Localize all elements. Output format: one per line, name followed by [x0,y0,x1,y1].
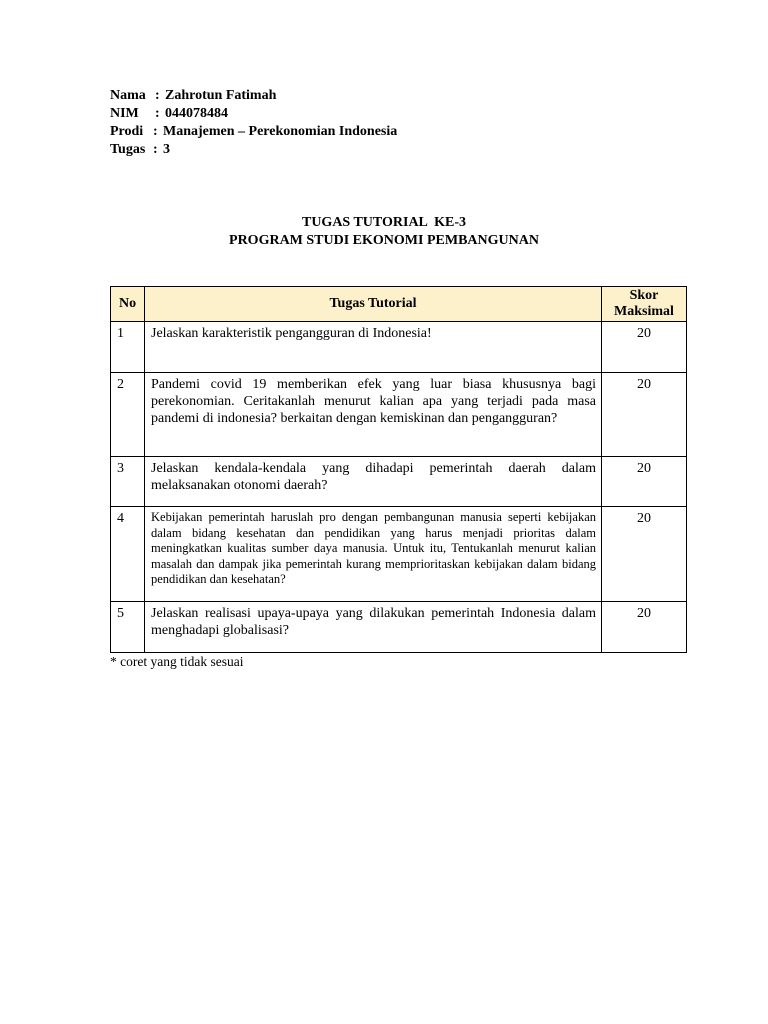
max-score: 20 [602,322,687,373]
table-row [111,602,687,653]
task-text: Kebijakan pemerintah haruslah pro dengan pembangunan manusia seperti kebijakan dalam bidang kesehatan dan pendidikan yang harus menjadi prioritas dalam meningkatkan kualitas sumber daya manusia. Untuk itu, Tentukanlah menurut kalian masalah dan dampak jika pemerintah kurang memprioritaskan kebijakan dalam bidang pendidikan dan kesehatan? [145,507,602,602]
table-row [111,457,687,507]
tasks-table [110,286,687,653]
tugas-label: Tugas [110,142,146,157]
identity-row-nama [110,87,397,105]
task-text: Jelaskan kendala-kendala yang dihadapi pemerintah daerah dalam melaksanakan otonomi daerah? [145,457,602,507]
separator: : [155,106,160,121]
nim-value: 044078484 [165,106,228,121]
document-heading [0,214,768,250]
header-score-line-1: Skor [629,288,659,303]
heading-line-2: PROGRAM STUDI EKONOMI PEMBANGUNAN [229,233,539,248]
row-number: 1 [111,322,145,373]
max-score: 20 [602,373,687,457]
row-number: 4 [111,507,145,602]
header-score [602,287,687,322]
tugas-value: 3 [163,142,170,157]
task-text: Pandemi covid 19 memberikan efek yang luar biasa khususnya bagi perekonomian. Ceritakanlah menurut kalian apa yang terjadi pada masa pandemi di indonesia? berkaitan dengan kemiskinan dan pengangguran? [145,373,602,457]
header-score-line-2: Maksimal [614,304,674,319]
prodi-label: Prodi [110,124,144,139]
heading-line-1: TUGAS TUTORIAL KE-3 [301,215,467,230]
max-score: 20 [602,457,687,507]
separator: : [153,124,158,139]
row-number: 2 [111,373,145,457]
table-row [111,507,687,602]
max-score: 20 [602,507,687,602]
separator: : [155,88,160,103]
nim-label: NIM [110,106,139,121]
row-number: 3 [111,457,145,507]
table-header-row [111,287,687,322]
header-no: No [111,287,145,322]
separator: : [153,142,158,157]
row-number: 5 [111,602,145,653]
max-score: 20 [602,602,687,653]
nama-value: Zahrotun Fatimah [165,88,277,103]
identity-row-nim [110,105,397,123]
identity-row-tugas [110,141,397,159]
identity-block [110,87,397,159]
identity-row-prodi [110,123,397,141]
table-row [111,322,687,373]
header-task: Tugas Tutorial [145,287,602,322]
nama-label: Nama [110,88,146,103]
footnote: * coret yang tidak sesuai [110,654,244,669]
task-text: Jelaskan karakteristik pengangguran di Indonesia! [145,322,602,373]
prodi-value: Manajemen – Perekonomian Indonesia [163,124,398,139]
table-row [111,373,687,457]
task-text: Jelaskan realisasi upaya-upaya yang dilakukan pemerintah Indonesia dalam menghadapi globalisasi? [145,602,602,653]
